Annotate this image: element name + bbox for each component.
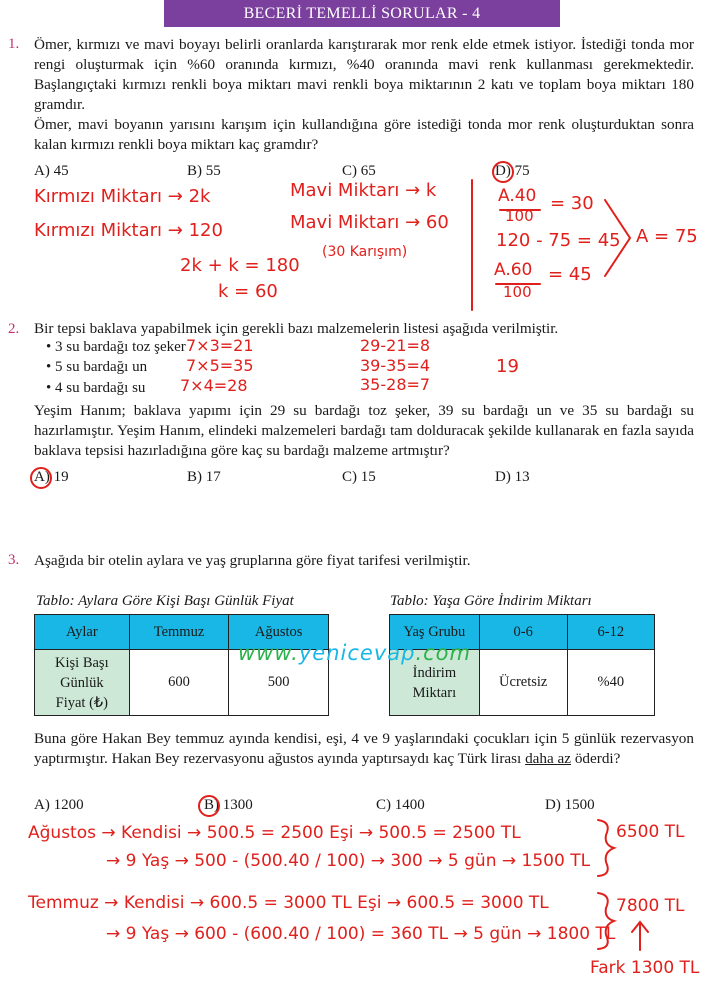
q3-brace-july bbox=[598, 893, 614, 949]
q1-answer-circle bbox=[493, 162, 513, 182]
table-1-july-price: 600 bbox=[129, 650, 229, 716]
q1-work-blue-k: Mavi Miktarı → k bbox=[290, 180, 437, 201]
q1-work-frac2-result: = 45 bbox=[548, 264, 592, 285]
table-1-header-july: Temmuz bbox=[129, 615, 229, 650]
table-1-august-price: 500 bbox=[229, 650, 329, 716]
q1-work-red-2k: Kırmızı Miktarı → 2k bbox=[34, 186, 211, 207]
q2-option-a[interactable]: A) 19 bbox=[34, 469, 69, 485]
page-banner: BECERİ TEMELLİ SORULAR - 4 bbox=[164, 0, 560, 27]
question-3-number: 3. bbox=[8, 552, 20, 568]
q3-work-july-total: 7800 TL bbox=[616, 896, 685, 916]
q2-option-d[interactable]: D) 13 bbox=[495, 469, 530, 485]
q2-answer-circle bbox=[31, 468, 51, 488]
q1-work-frac2-den: 100 bbox=[503, 283, 532, 301]
q2-work-flour: 7×5=35 bbox=[186, 356, 254, 375]
table-2-header-0-6: 0-6 bbox=[479, 615, 567, 650]
emphasis-daha-az: daha az bbox=[525, 750, 572, 767]
table-2-row-label: İndirim Miktarı bbox=[390, 650, 480, 716]
q2-option-b[interactable]: B) 17 bbox=[187, 469, 221, 485]
q2-ingredient-flour: • 5 su bardağı un bbox=[46, 359, 148, 375]
question-2-intro: Bir tepsi baklava yapabilmek için gerekli bazı malzemelerin listesi aşağıda verilmiştir. bbox=[34, 320, 559, 337]
table-2-discount-6-12: %40 bbox=[567, 650, 654, 716]
q2-work-water-left: 35-28=7 bbox=[360, 375, 431, 394]
table-2-discount-0-6: Ücretsiz bbox=[479, 650, 567, 716]
question-1-stem: Ömer, mavi boyanın yarısını karışım için kullandığına göre istediği tonda mor renk oluşturduktan sonra kalan kırmızı renkli boya miktarı kaç gramdır? bbox=[34, 116, 694, 153]
q2-work-water: 7×4=28 bbox=[180, 376, 248, 395]
table-2-header-6-12: 6-12 bbox=[567, 615, 654, 650]
q1-work-answer: A = 75 bbox=[636, 226, 698, 247]
q2-work-flour-left: 39-35=4 bbox=[360, 356, 431, 375]
q1-work-frac1-den: 100 bbox=[505, 207, 534, 225]
q1-work-subtraction: 120 - 75 = 45 bbox=[496, 230, 621, 251]
q1-work-equation: 2k + k = 180 bbox=[180, 255, 300, 276]
q3-work-july-adults: Temmuz → Kendisi → 600.5 = 3000 TL Eşi → 600.5 = 3000 TL bbox=[28, 893, 549, 913]
q3-up-arrow bbox=[632, 922, 648, 950]
question-1-text: Ömer, kırmızı ve mavi boyayı belirli oranlarda karıştırarak mor renk elde etmek istiyor. İstediği tonda mor rengi oluşturmak için %60 oranında kırmızı, %40 oranında mavi renk kullanması gerekmektedir. Başlangıçtaki kırmızı renkli boya miktarı mavi renkli boya miktarının 2 katı ve toplam boya miktarı 180 gramdır. bbox=[34, 36, 694, 113]
q3-option-c[interactable]: C) 1400 bbox=[376, 797, 425, 813]
question-2-text: Yeşim Hanım; baklava yapımı için 29 su bardağı toz şeker, 39 su bardağı un ve 35 su bardağı su hazırlamıştır. Yeşim Hanım, elindeki malzemeleri bardağı tam dolduracak şekilde kullanarak en fazla sayıda baklava tepsisi hazırladığına göre kaç su bardağı malzeme artmıştır? bbox=[34, 402, 694, 459]
q1-work-mix-note: (30 Karışım) bbox=[322, 244, 408, 260]
q1-work-k: k = 60 bbox=[218, 281, 278, 302]
q2-work-total: 19 bbox=[496, 356, 519, 377]
q2-work-sugar: 7×3=21 bbox=[186, 336, 254, 355]
q1-bracket bbox=[605, 200, 630, 276]
question-2-number: 2. bbox=[8, 321, 20, 337]
q3-answer-circle bbox=[199, 796, 219, 816]
q1-work-frac2-num: A.60 bbox=[494, 260, 533, 280]
table-2-header-age: Yaş Grubu bbox=[390, 615, 480, 650]
q1-work-frac1-result: = 30 bbox=[550, 193, 594, 214]
q2-ingredient-sugar: • 3 su bardağı toz şeker bbox=[46, 339, 186, 355]
q3-option-d[interactable]: D) 1500 bbox=[545, 797, 595, 813]
question-3-text: Buna göre Hakan Bey temmuz ayında kendisi, eşi, 4 ve 9 yaşlarındaki çocukları için 5 günlük rezervasyon yaptırmıştır. Hakan Bey rezervasyonu ağustos ayında yaptırsaydı kaç Türk lirası daha az öderdi? bbox=[34, 730, 694, 767]
question-3-intro: Aşağıda bir otelin aylara ve yaş gruplarına göre fiyat tarifesi verilmiştir. bbox=[34, 552, 471, 569]
table-1-header-months: Aylar bbox=[35, 615, 130, 650]
q3-brace-august bbox=[598, 820, 614, 876]
q3-work-difference: Fark 1300 TL bbox=[590, 958, 700, 978]
q1-option-a[interactable]: A) 45 bbox=[34, 163, 69, 179]
q1-work-blue-60: Mavi Miktarı → 60 bbox=[290, 212, 449, 233]
q3-option-b[interactable]: B) 1300 bbox=[204, 797, 253, 813]
watermark: www.yenicevap.com bbox=[238, 641, 471, 665]
q2-work-sugar-left: 29-21=8 bbox=[360, 336, 431, 355]
table-2-caption: Tablo: Yaşa Göre İndirim Miktarı bbox=[390, 593, 592, 609]
q1-work-red-120: Kırmızı Miktarı → 120 bbox=[34, 220, 223, 241]
q2-ingredient-water: • 4 su bardağı su bbox=[46, 380, 146, 396]
q3-work-august-adults: Ağustos → Kendisi → 500.5 = 2500 Eşi → 500.5 = 2500 TL bbox=[28, 823, 521, 843]
q1-work-frac1-num: A.40 bbox=[498, 186, 537, 206]
q3-work-august-total: 6500 TL bbox=[616, 822, 685, 842]
table-1-caption: Tablo: Aylara Göre Kişi Başı Günlük Fiyat bbox=[36, 593, 294, 609]
q2-option-c[interactable]: C) 15 bbox=[342, 469, 376, 485]
question-1-number: 1. bbox=[8, 36, 20, 52]
q1-option-d[interactable]: D) 75 bbox=[495, 163, 530, 179]
q3-option-a[interactable]: A) 1200 bbox=[34, 797, 84, 813]
q1-option-c[interactable]: C) 65 bbox=[342, 163, 376, 179]
q3-work-july-child: → 9 Yaş → 600 - (600.40 / 100) = 360 TL → 5 gün → 1800 TL bbox=[106, 924, 616, 944]
table-1-header-august: Ağustos bbox=[229, 615, 329, 650]
q3-work-august-child: → 9 Yaş → 500 - (500.40 / 100) → 300 → 5 gün → 1500 TL bbox=[106, 851, 591, 871]
q1-option-b[interactable]: B) 55 bbox=[187, 163, 221, 179]
table-1-row-label: Kişi Başı Günlük Fiyat (₺) bbox=[35, 650, 130, 716]
